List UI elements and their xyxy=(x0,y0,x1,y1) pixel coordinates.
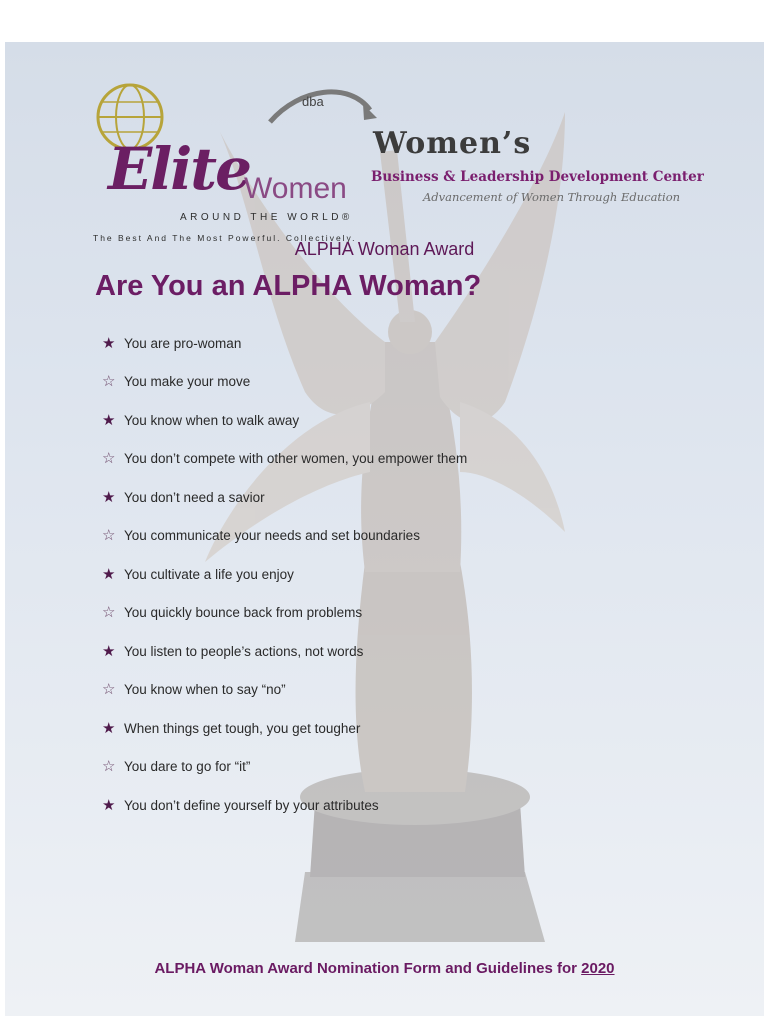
trait-text: You cultivate a life you enjoy xyxy=(124,566,294,582)
trait-item xyxy=(102,363,467,402)
trait-item xyxy=(102,478,467,517)
filled-star-icon: ★ xyxy=(102,488,116,506)
womens-center-subtitle: Business & Leadership Development Center xyxy=(371,169,704,185)
logo-tagline: The Best And The Most Powerful. Collectively. xyxy=(93,233,357,243)
trait-text: You quickly bounce back from problems xyxy=(124,605,363,621)
womens-center-tagline: Advancement of Women Through Education xyxy=(423,190,681,204)
logo-women-text: Women xyxy=(244,172,347,205)
trait-item xyxy=(102,709,467,748)
trait-text: You make your move xyxy=(124,374,251,390)
dba-label: dba xyxy=(302,94,324,109)
document-page xyxy=(5,42,764,1016)
filled-star-icon: ★ xyxy=(102,334,116,352)
trait-item xyxy=(102,748,467,787)
trait-item xyxy=(102,555,467,594)
trait-text: You dare to go for “it” xyxy=(124,759,251,775)
trait-item xyxy=(102,632,467,671)
trait-text: You don’t compete with other women, you empower them xyxy=(124,451,468,467)
outline-star-icon: ☆ xyxy=(102,681,116,699)
traits-list xyxy=(102,324,467,825)
footer-year[interactable]: 2020 xyxy=(581,960,615,977)
trait-text: You listen to people’s actions, not words xyxy=(124,643,364,659)
trait-text: You communicate your needs and set boundaries xyxy=(124,528,420,544)
trait-item xyxy=(102,786,467,825)
trait-item xyxy=(102,594,467,633)
womens-center-title: Women’s xyxy=(373,126,532,161)
trait-item xyxy=(102,401,467,440)
logo-around-text: AROUND THE WORLD® xyxy=(180,212,353,223)
footer-nomination-link[interactable] xyxy=(5,960,764,977)
trait-text: You don’t define yourself by your attributes xyxy=(124,797,379,813)
trait-item xyxy=(102,324,467,363)
trait-text: You are pro-woman xyxy=(124,335,242,351)
filled-star-icon: ★ xyxy=(102,411,116,429)
logo-elite-text: Elite xyxy=(108,135,250,203)
trait-item xyxy=(102,440,467,479)
trait-text: You know when to walk away xyxy=(124,412,300,428)
trait-text: You know when to say “no” xyxy=(124,682,286,698)
filled-star-icon: ★ xyxy=(102,565,116,583)
outline-star-icon: ☆ xyxy=(102,450,116,468)
trait-text: You don’t need a savior xyxy=(124,489,265,505)
outline-star-icon: ☆ xyxy=(102,604,116,622)
filled-star-icon: ★ xyxy=(102,642,116,660)
page-headline: Are You an ALPHA Woman? xyxy=(95,270,482,302)
outline-star-icon: ☆ xyxy=(102,527,116,545)
outline-star-icon: ☆ xyxy=(102,373,116,391)
award-title: ALPHA Woman Award xyxy=(294,239,475,259)
trait-text: When things get tough, you get tougher xyxy=(124,720,361,736)
trait-item xyxy=(102,517,467,556)
outline-star-icon: ☆ xyxy=(102,758,116,776)
filled-star-icon: ★ xyxy=(102,719,116,737)
trait-item xyxy=(102,671,467,710)
footer-text: ALPHA Woman Award Nomination Form and Guidelines for xyxy=(154,960,582,977)
filled-star-icon: ★ xyxy=(102,796,116,814)
